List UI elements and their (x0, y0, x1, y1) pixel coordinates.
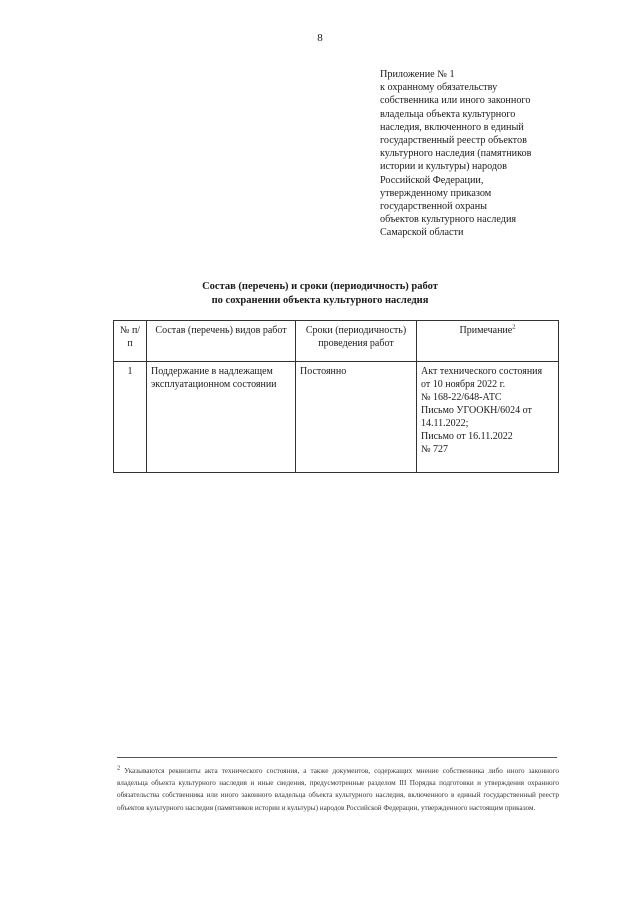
cell-period: Постоянно (296, 362, 417, 473)
cell-note (417, 362, 559, 473)
appendix-line: утвержденному приказом (380, 187, 492, 199)
appendix-line: владельца объекта культурного (380, 108, 516, 120)
note-line: Акт технического состояния (421, 366, 543, 377)
note-line: Письмо УГООКН/6024 от (421, 405, 532, 416)
appendix-line: собственника или иного законного (380, 95, 531, 107)
header-period: Сроки (периодичность) проведения работ (296, 321, 417, 362)
appendix-line: государственный реестр объектов (380, 135, 527, 147)
footnote-mark: 2 (117, 764, 121, 772)
page-number: 8 (317, 32, 323, 44)
header-note-footnote-mark: 2 (512, 323, 516, 331)
appendix-line: истории и культуры) народов (380, 161, 507, 173)
appendix-line: культурного наследия (памятников (380, 148, 532, 160)
works-table (113, 320, 559, 473)
note-line: № 168-22/648-АТС (421, 392, 502, 403)
document-title-line1: Состав (перечень) и сроки (периодичность) работ (202, 281, 438, 292)
document-title (0, 280, 640, 308)
note-line: № 727 (421, 444, 449, 455)
table-row (114, 362, 559, 473)
footnote-divider (117, 757, 557, 758)
cell-work: Поддержание в надлежащем эксплуатационном состоянии (147, 362, 296, 473)
header-note (417, 321, 559, 362)
document-title-line2: по сохранении объекта культурного наследия (211, 295, 429, 306)
appendix-line: Самарской области (380, 227, 464, 239)
appendix-block (380, 68, 580, 240)
note-line: 14.11.2022; (421, 418, 469, 429)
table-header-row (114, 321, 559, 362)
footnote (117, 765, 559, 814)
appendix-line: к охранному обязательству (380, 82, 498, 94)
header-num: № п/п (114, 321, 147, 362)
appendix-line: Приложение № 1 (380, 69, 455, 80)
appendix-line: Российской Федерации, (380, 174, 484, 186)
appendix-line: наследия, включенного в единый (380, 121, 524, 133)
note-line: Письмо от 16.11.2022 (421, 431, 513, 442)
note-line: от 10 ноября 2022 г. (421, 379, 506, 390)
footnote-text: Указываются реквизиты акта технического состояния, а также документов, содержащих мнение собственника либо иного законного владельца объекта культурного наследия и иные сведения, предусмотренные разделом III Порядка подготовки и утверждения охранного обязательства собственника или иного законного владельца объекта культурного наследия, включенного в единый государственный реестр объектов культурного наследия (памятников истории и культуры) народов Российской Федерации, утвержденного настоящим приказом. (117, 767, 559, 812)
header-work: Состав (перечень) видов работ (147, 321, 296, 362)
header-note-label: Примечание (459, 325, 513, 336)
cell-num: 1 (114, 362, 147, 473)
appendix-line: объектов культурного наследия (380, 214, 517, 226)
appendix-line: государственной охраны (380, 201, 487, 213)
